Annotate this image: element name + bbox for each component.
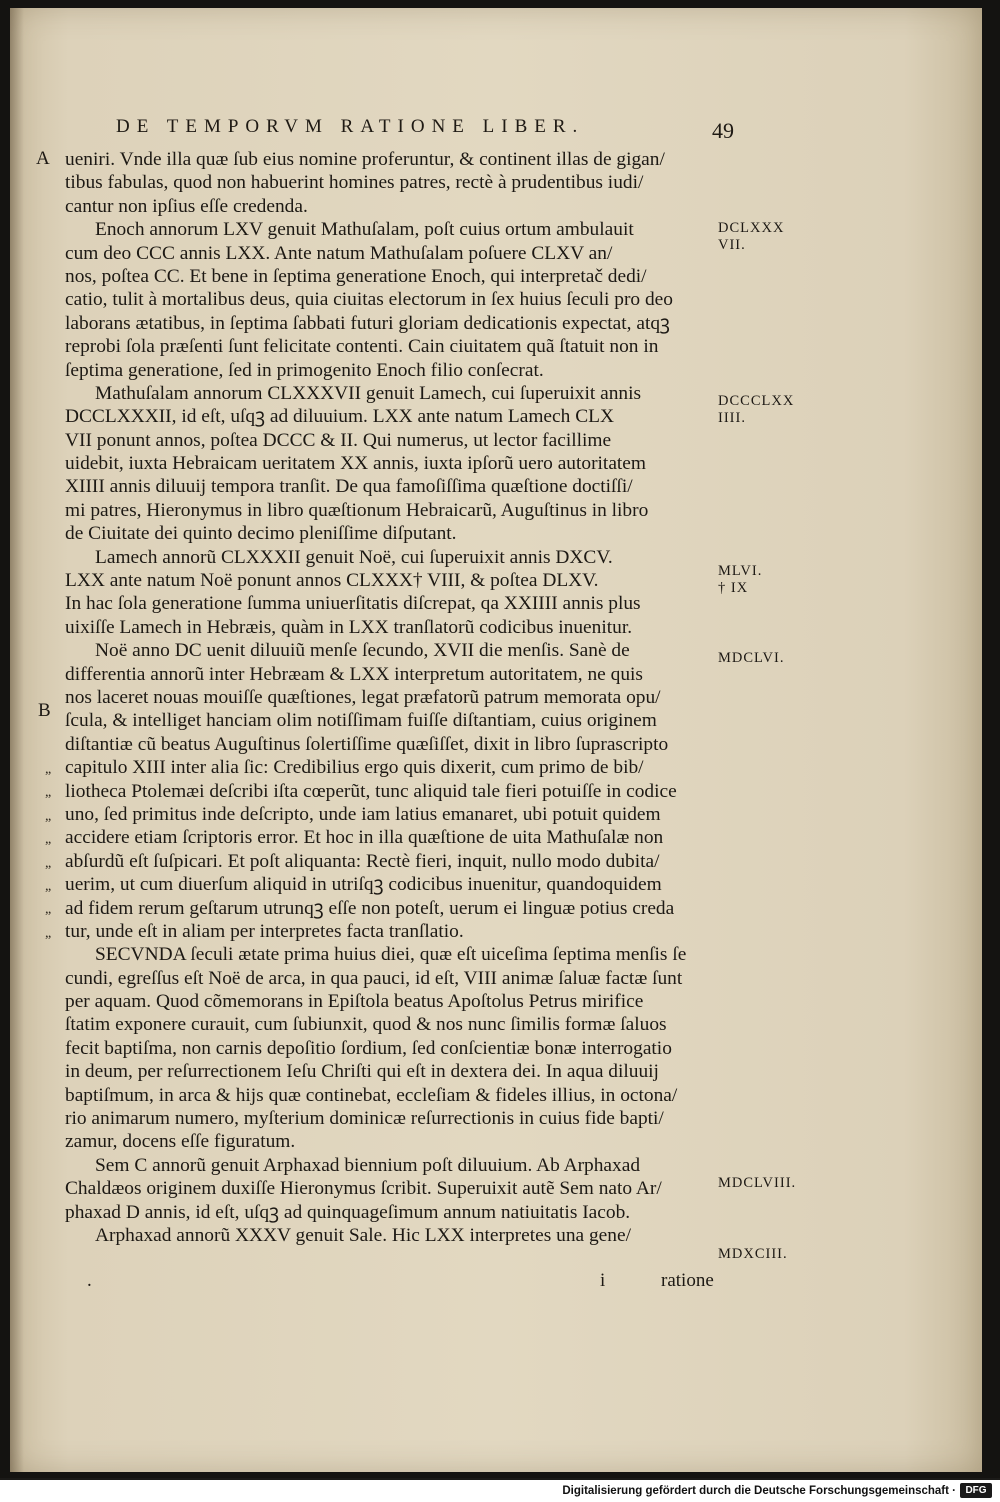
margin-letter-a: A [36,148,50,169]
signature-mark: i [600,1270,606,1291]
text-line: rio animarum numero, myſterium dominicæ reſurrectionis in cuius fide bapti/ [65,1108,664,1130]
margin-year-6 [718,1246,788,1263]
margin-year-5-line1: MDCLVIII. [718,1175,797,1191]
text-line: de Ciuitate dei quinto decimo pleniſſime diſputant. [65,523,457,545]
book-page [10,8,982,1472]
text-line: nos laceret nouas mouiſſe quæſtiones, legat præfatorũ patrum memorata opu/ [65,686,661,708]
margin-letter-b: B [38,700,51,721]
text-line: reprobi ſola præſenti ſunt felicitate contenti. Cain ciuitatem quã ſtatuit non in [65,336,659,358]
dfg-logo: DFG [960,1483,992,1498]
text-line: cantur non ipſius eſſe credenda. [65,195,308,217]
text-line: ſcula, & intelliget hanciam olim notiſſimam fuiſſe diſtantiam, cuius originem [65,710,657,732]
quote-marker: „ [45,855,52,871]
text-line: catio, tulit à mortalibus deus, quia ciuitas electorum in ſex huius ſeculi pro deo [65,289,673,311]
digitization-footer [0,1480,1000,1502]
text-line: laborans ætatibus, in ſeptima ſabbati futuri gloriam dedicationis expectat, atqꝫ [65,312,670,334]
text-line: VII ponunt annos, poſtea DCCC & II. Qui numerus, ut lector facillime [65,429,612,451]
margin-year-3-line1: MLVI. [718,563,763,579]
quote-marker: „ [45,832,52,848]
footer-credit: Digitalisierung gefördert durch die Deutsche Forschungsgemeinschaft · [562,1485,956,1497]
quote-marker: „ [45,925,52,941]
quote-marker: „ [45,785,52,801]
running-head: DE TEMPORVM RATIONE LIBER. [116,116,585,137]
text-line: cundi, egreſſus eſt Noë de arca, in qua pauci, id eſt, VIII animæ ſaluæ factæ ſunt [65,967,683,989]
text-line: uidebit, iuxta Hebraicam ueritatem XX annis, iuxta ipſorũ uero autoritatem [65,453,646,475]
text-line: in deum, per reſurrectionem Ieſu Chriſti qui eſt in dextera dei. In aqua diluuij [65,1061,659,1083]
text-line: liotheca Ptolemæi deſcribi iſta cœperũt, tunc aliquid tale fieri potuiſſe in codice [65,780,677,802]
text-line: phaxad D annis, id eſt, uſqꝫ ad quinquageſimum annum natiuitatis Iacob. [65,1201,631,1223]
margin-year-2-line1: DCCCLXX [718,393,795,409]
text-line: Lamech annorũ CLXXXII genuit Noë, cui ſuperuixit annis DXCV. [95,546,613,568]
text-line: differentia annorũ inter Hebræam & LXX interpretum autoritatem, ne quis [65,663,643,685]
margin-year-6-line1: MDXCIII. [718,1246,788,1262]
text-line: Enoch annorum LXV genuit Mathuſalam, poſt cuius ortum ambulauit [95,219,634,241]
body-text [65,148,725,1247]
text-line: abſurdũ eſt ſuſpicari. Et poſt aliquanta: Rectè fieri, inquit, nullo modo dubita/ [65,850,660,872]
text-line: ſtatim exponere curauit, cum ſubiunxit, quod & nos nunc ſimilis formæ ſaluos [65,1014,667,1036]
text-line: ueniri. Vnde illa quæ ſub eius nomine proferuntur, & continent illas de gigan/ [65,149,665,170]
margin-year-2 [718,393,794,427]
text-line: Noë anno DC uenit diluuiũ menſe ſecundo, XVII die menſis. Sanè de [95,640,630,662]
quote-marker: „ [45,878,52,894]
quote-marker: „ [45,762,52,777]
margin-year-4-line1: MDCLVI. [718,650,785,666]
text-line: Arphaxad annorũ XXXV genuit Sale. Hic LXX interpretes una gene/ [95,1224,631,1246]
text-line: per aquam. Quod cõmemorans in Epiſtola beatus Apoſtolus Petrus mirifice [65,991,644,1013]
text-line: In hac ſola generatione ſumma uniuerſitatis diſcrepat, qa XXIIII annis plus [65,593,641,615]
text-line: tur, unde eſt in aliam per interpretes facta tranſlatio. [65,920,464,942]
text-line: mi patres, Hieronymus in libro quæſtionum Hebraicarũ, Auguſtinus in libro [65,499,649,521]
text-line: ad fidem rerum geſtarum utrunqꝫ eſſe non poteſt, uerum ei linguæ potius creda [65,897,675,919]
text-line: fecit baptiſma, non carnis depoſitio ſordium, ſed conſcientiæ bonæ interrogatio [65,1037,672,1059]
text-line: XIIII annis diluuij tempora tranſit. De qua famoſiſſima quæſtione doctiſſi/ [65,476,633,498]
text-line: capitulo XIII inter alia ſic: Credibilius ergo quis dixerit, cum primo de bib/ [65,757,644,779]
text-line: LXX ante natum Noë ponunt annos CLXXX† VIII, & poſtea DLXV. [65,570,599,592]
text-line: Chaldæos originem duxiſſe Hieronymus ſcribit. Superuixit autẽ Sem nato Ar/ [65,1178,662,1200]
text-line: uerim, ut cum diuerſum aliquid in utriſqꝫ codicibus inuenitur, quandoquidem [65,874,662,896]
margin-year-1-line2: VII. [718,237,746,253]
margin-year-4 [718,650,785,667]
margin-year-1-line1: DCLXXX [718,220,785,236]
text-line: DCCLXXXII, id eſt, uſqꝫ ad diluuium. LXX ante natum Lamech CLX [65,406,614,428]
quote-marker: „ [45,808,52,824]
margin-year-5 [718,1175,796,1192]
text-line: uno, ſed primitus inde deſcripto, unde iam latius emanaret, ubi potuit quidem [65,803,661,825]
text-line: diſtantiæ cũ beatus Auguſtinus ſolertiſſime quæſiſſet, dixit in libro ſuprascripto [65,733,669,755]
text-line: baptiſmum, in arca & hijs quæ continebat, eccleſiam & fideles illius, in octona/ [65,1084,678,1106]
text-line: SECVNDA ſeculi ætate prima huius diei, quæ eſt uiceſima ſeptima menſis ſe [95,944,687,966]
text-line: ſeptima generatione, ſed in primogenito Enoch filio conſecrat. [65,359,544,381]
text-line: uixiſſe Lamech in Hebræis, quàm in LXX tranſlatorũ codicibus inuenitur. [65,616,633,638]
page-number: 49 [712,118,734,143]
text-line: nos, poſtea CC. Et bene in ſeptima generatione Enoch, qui interpretač dedi/ [65,265,647,287]
foot-mark: . [87,1270,92,1291]
margin-year-3 [718,563,762,597]
page-foot [65,1270,725,1294]
text-line: cum deo CCC annis LXX. Ante natum Mathuſalam poſuere CLXV an/ [65,242,613,264]
text-line: zamur, docens eſſe figuratum. [65,1131,296,1153]
text-line: accidere etiam ſcriptoris error. Et hoc in illa quæſtione de uita Mathuſalæ non [65,827,664,849]
margin-year-1 [718,220,784,254]
catchword: ratione [661,1270,714,1291]
quotation-markers [45,758,67,945]
quote-marker: „ [45,902,52,918]
text-line: Sem C annorũ genuit Arphaxad biennium poſt diluuium. Ab Arphaxad [95,1154,641,1176]
text-line: tibus fabulas, quod non habuerint homines patres, rectè à prudentibus iudi/ [65,172,644,194]
margin-year-2-line2: IIII. [718,410,746,426]
text-line: Mathuſalam annorum CLXXXVII genuit Lamech, cui ſuperuixit annis [95,382,642,404]
margin-year-3-line2: † IX [718,580,749,596]
